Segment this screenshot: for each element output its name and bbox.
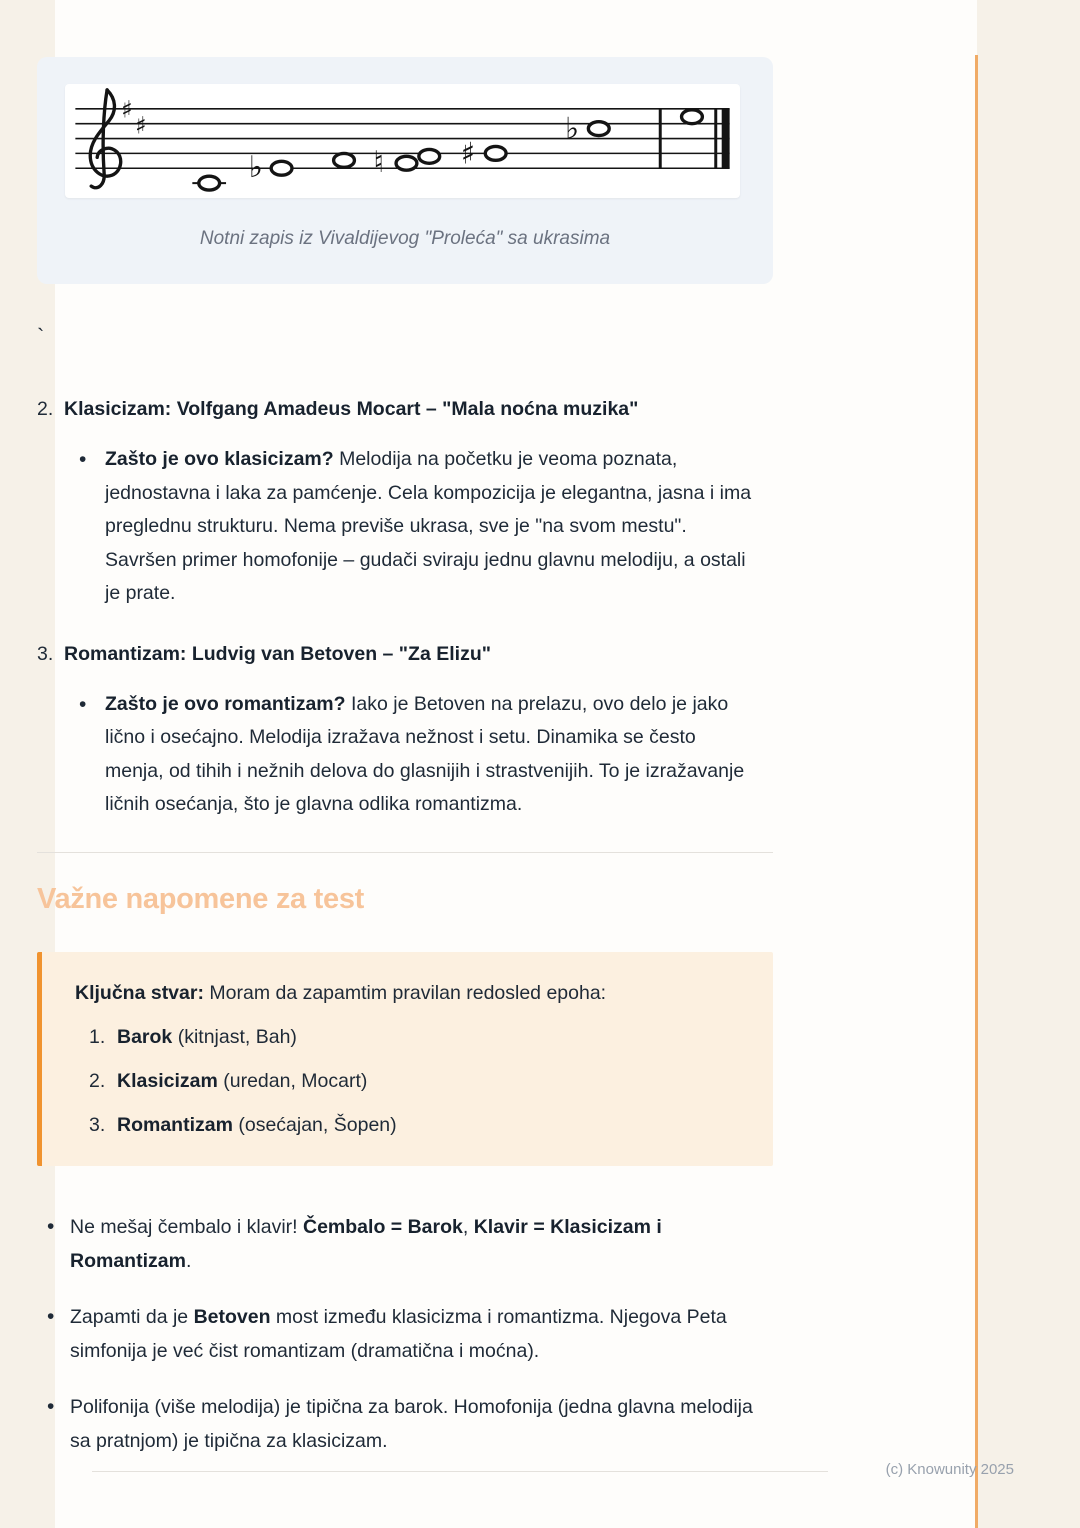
bullet-lead-bold: Zašto je ovo romantizam?: [105, 692, 346, 715]
svg-text:♯: ♯: [460, 136, 476, 172]
sheet-music-notation: [65, 84, 740, 198]
test-notes-list: [37, 1210, 810, 1470]
note-bold: Klavir = Klasicizam i Romantizam: [70, 1215, 662, 1272]
section-romantizam-bullet: [79, 688, 810, 822]
figure-caption: Notni zapis iz Vivaldijevog "Proleća" sa ukrasima: [199, 228, 611, 249]
section-klasicizam-title: [37, 396, 810, 423]
note-item: [47, 1300, 810, 1380]
key-point-callout: [37, 952, 773, 1166]
svg-text:♭: ♭: [564, 111, 580, 147]
section-title-text: Romantizam: Ludvig van Betoven – "Za Elizu": [64, 642, 491, 665]
whole-notes: [199, 110, 703, 190]
svg-text:♯: ♯: [121, 95, 133, 124]
bullet-dot: •: [47, 1304, 55, 1328]
epoch-note: (osećajan, Šopen): [232, 1113, 397, 1136]
section-klasicizam-bullet: [79, 443, 810, 611]
bullet-dot: •: [47, 1214, 55, 1238]
stray-backtick: `: [37, 324, 45, 349]
list-item: [89, 1022, 743, 1052]
note-bold: Čembalo = Barok: [303, 1215, 463, 1238]
bullet-lead-bold: Zašto je ovo klasicizam?: [105, 448, 334, 470]
copyright-text: (c) Knowunity 2025: [885, 1461, 1014, 1478]
callout-lead: [75, 978, 743, 1008]
footer-divider: [92, 1471, 828, 1472]
callout-lead-text: Moram da zapamtim pravilan redosled epoha:: [203, 981, 607, 1004]
epoch-name: Romantizam: [117, 1113, 233, 1136]
accidentals: [249, 112, 579, 186]
note-item: [47, 1390, 810, 1470]
bullet-paragraph: [105, 688, 753, 822]
list-number: 2.: [37, 398, 54, 420]
epoch-name: Klasicizam: [117, 1069, 218, 1092]
note-text: Ne mešaj čembalo i klavir!: [70, 1215, 303, 1238]
note-text: most između klasicizma i romantizma. Njegova Peta simfonija je već čist romantizam (dramatična i moćna).: [70, 1305, 727, 1362]
sheet-music-image: [65, 84, 740, 198]
section-divider: [37, 852, 773, 853]
bullet-paragraph: [105, 443, 753, 611]
epoch-note: (kitnjast, Bah): [172, 1025, 297, 1048]
note-paragraph: [70, 1300, 770, 1368]
epoch-note: (uredan, Mocart): [217, 1069, 368, 1092]
note-text: ,: [462, 1215, 474, 1238]
key-signature-sharps: [121, 96, 146, 140]
list-item: [89, 1110, 743, 1140]
section-romantizam-title: [37, 641, 810, 668]
epoch-order-list: [89, 1022, 743, 1140]
note-item: [47, 1210, 810, 1290]
list-number: 3.: [37, 642, 54, 665]
svg-text:♯: ♯: [135, 111, 147, 140]
svg-text:♮: ♮: [373, 145, 385, 181]
list-item-text: [117, 1110, 397, 1140]
page-accent-line: [975, 55, 978, 1528]
bullet-body-text: Iako je Betoven na prelazu, ovo delo je jako lično i osećajno. Melodija izražava nežnost i setu. Dinamika se često menja, od tihih i nežnih delova do glasnijih i strastvenijih. To je izražavanje ličnih osećanja, što je glavna odlika romantizma.: [105, 692, 745, 815]
note-paragraph: [70, 1210, 770, 1278]
bullet-dot: •: [79, 692, 87, 716]
svg-text:♭: ♭: [248, 150, 263, 186]
epoch-name: Barok: [117, 1025, 173, 1048]
list-item: [89, 1066, 743, 1096]
note-bold: Betoven: [193, 1305, 271, 1328]
section-title-text: Klasicizam: Volfgang Amadeus Mocart – "Mala noćna muzika": [64, 398, 639, 420]
sheet-music-card: [37, 57, 773, 284]
list-number: 3.: [89, 1113, 106, 1136]
note-paragraph: [70, 1390, 770, 1458]
list-number: 2.: [89, 1069, 106, 1092]
list-number: 1.: [89, 1025, 106, 1048]
list-item-text: [117, 1022, 297, 1052]
note-text: Zapamti da je: [70, 1305, 194, 1328]
bullet-dot: •: [47, 1394, 55, 1418]
callout-lead-bold: Ključna stvar:: [75, 981, 204, 1004]
bullet-body-text: Melodija na početku je veoma poznata, jednostavna i laka za pamćenje. Cela kompozicija je elegantna, jasna i ima preglednu strukturu. Nema previše ukrasa, sve je "na svom mestu". Savršen primer homofonije – gudači sviraju jednu glavnu melodiju, a ostali je prate.: [105, 448, 752, 604]
bullet-dot: •: [79, 448, 87, 471]
note-text: .: [185, 1249, 192, 1272]
notes-heading: Važne napomene za test: [37, 882, 365, 915]
note-text: Polifonija (više melodija) je tipična za barok. Homofonija (jedna glavna melodija sa pratnjom) je tipična za klasicizam.: [70, 1395, 753, 1452]
list-item-text: [117, 1066, 367, 1096]
